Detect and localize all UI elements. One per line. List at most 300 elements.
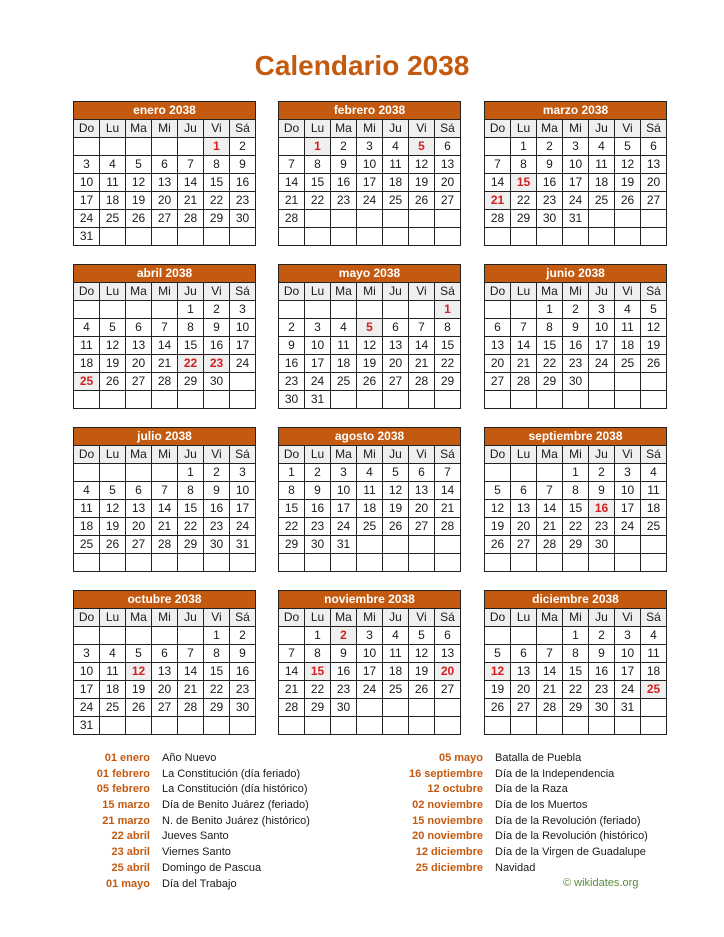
day-cell: 8 — [204, 645, 230, 663]
day-cell: 6 — [511, 482, 537, 500]
day-cell: 30 — [589, 699, 615, 717]
day-cell: 30 — [305, 536, 331, 554]
day-cell: 28 — [511, 373, 537, 391]
day-cell: 23 — [204, 518, 230, 536]
weekday-header: Vi — [615, 120, 641, 138]
weekday-header: Ma — [537, 283, 563, 301]
day-cell — [305, 210, 331, 228]
day-cell — [589, 717, 615, 735]
day-cell — [383, 699, 409, 717]
day-cell: 26 — [485, 699, 511, 717]
day-cell: 7 — [279, 156, 305, 174]
holiday-name: La Constitución (día feriado) — [162, 767, 301, 780]
month-block — [278, 101, 461, 246]
day-cell: 24 — [74, 210, 100, 228]
day-cell — [126, 391, 152, 409]
month-table — [73, 101, 256, 246]
day-cell — [100, 554, 126, 572]
day-cell: 1 — [511, 138, 537, 156]
day-cell — [511, 717, 537, 735]
day-cell: 11 — [74, 337, 100, 355]
day-cell: 28 — [178, 210, 204, 228]
weekday-header: Do — [279, 446, 305, 464]
weekday-header: Ma — [537, 446, 563, 464]
day-cell — [615, 554, 641, 572]
day-cell: 8 — [511, 156, 537, 174]
day-cell: 21 — [152, 518, 178, 536]
day-cell: 28 — [152, 536, 178, 554]
day-cell: 6 — [126, 319, 152, 337]
day-cell: 15 — [563, 663, 589, 681]
day-cell: 22 — [279, 518, 305, 536]
day-cell: 14 — [152, 337, 178, 355]
month-table — [278, 590, 461, 735]
day-cell: 22 — [511, 192, 537, 210]
day-cell: 5 — [615, 138, 641, 156]
day-cell: 21 — [279, 681, 305, 699]
day-cell — [126, 138, 152, 156]
weekday-header: Ju — [383, 609, 409, 627]
day-cell: 3 — [357, 627, 383, 645]
weekday-header: Mi — [357, 446, 383, 464]
day-cell: 3 — [563, 138, 589, 156]
day-cell: 17 — [230, 337, 256, 355]
day-cell: 21 — [435, 500, 461, 518]
weekday-header: Mi — [357, 283, 383, 301]
month-block — [484, 590, 667, 735]
day-cell: 4 — [100, 156, 126, 174]
weekday-header: Ma — [331, 283, 357, 301]
day-cell: 27 — [435, 192, 461, 210]
day-cell: 17 — [305, 355, 331, 373]
day-cell — [409, 391, 435, 409]
day-cell: 11 — [641, 645, 667, 663]
day-cell — [589, 554, 615, 572]
day-cell — [331, 717, 357, 735]
day-cell — [126, 301, 152, 319]
day-cell — [152, 464, 178, 482]
day-cell: 19 — [615, 174, 641, 192]
day-cell: 21 — [152, 355, 178, 373]
day-cell: 26 — [409, 681, 435, 699]
day-cell: 11 — [589, 156, 615, 174]
weekday-header: Do — [279, 120, 305, 138]
day-cell: 11 — [331, 337, 357, 355]
day-cell: 6 — [126, 482, 152, 500]
holiday-item — [406, 829, 648, 845]
day-cell — [435, 228, 461, 246]
day-cell: 4 — [74, 482, 100, 500]
day-cell — [615, 210, 641, 228]
day-cell: 31 — [563, 210, 589, 228]
holiday-day-cell: 5 — [357, 319, 383, 337]
month-header: octubre 2038 — [74, 591, 256, 609]
day-cell — [357, 228, 383, 246]
day-cell — [100, 464, 126, 482]
holiday-day-cell: 1 — [435, 301, 461, 319]
credit-text: © wikidates.org — [563, 877, 639, 889]
day-cell: 16 — [230, 174, 256, 192]
day-cell: 15 — [279, 500, 305, 518]
day-cell: 14 — [279, 174, 305, 192]
day-cell — [331, 554, 357, 572]
weekday-header: Lu — [511, 609, 537, 627]
weekday-header: Mi — [357, 609, 383, 627]
day-cell: 13 — [126, 337, 152, 355]
day-cell — [357, 391, 383, 409]
holiday-date: 01 mayo — [105, 877, 150, 890]
day-cell — [178, 138, 204, 156]
weekday-header: Vi — [615, 609, 641, 627]
holiday-date: 16 septiembre — [409, 767, 483, 780]
day-cell — [435, 210, 461, 228]
day-cell — [511, 228, 537, 246]
day-cell: 10 — [230, 319, 256, 337]
weekday-header: Ju — [589, 609, 615, 627]
month-table — [73, 590, 256, 735]
day-cell — [74, 391, 100, 409]
month-block — [73, 101, 256, 246]
day-cell — [409, 228, 435, 246]
day-cell: 1 — [279, 464, 305, 482]
weekday-header: Ju — [178, 446, 204, 464]
day-cell — [383, 391, 409, 409]
day-cell: 5 — [100, 319, 126, 337]
day-cell: 29 — [178, 373, 204, 391]
day-cell — [279, 627, 305, 645]
day-cell — [383, 210, 409, 228]
day-cell: 13 — [126, 500, 152, 518]
holiday-name: Día de la Raza — [495, 783, 568, 796]
day-cell: 19 — [641, 337, 667, 355]
day-cell: 2 — [204, 301, 230, 319]
day-cell: 30 — [563, 373, 589, 391]
day-cell — [641, 391, 667, 409]
day-cell: 16 — [279, 355, 305, 373]
day-cell: 27 — [152, 699, 178, 717]
day-cell: 17 — [357, 174, 383, 192]
day-cell — [331, 391, 357, 409]
day-cell: 20 — [435, 174, 461, 192]
weekday-header: Sá — [230, 283, 256, 301]
weekday-header: Lu — [305, 120, 331, 138]
day-cell: 18 — [641, 500, 667, 518]
holiday-day-cell: 20 — [435, 663, 461, 681]
weekday-header: Mi — [563, 446, 589, 464]
day-cell: 19 — [357, 355, 383, 373]
day-cell: 3 — [615, 627, 641, 645]
holiday-date: 05 febrero — [96, 783, 150, 796]
holiday-date: 12 octubre — [427, 783, 483, 796]
weekday-header: Ma — [126, 283, 152, 301]
day-cell: 16 — [331, 663, 357, 681]
day-cell: 15 — [178, 337, 204, 355]
day-cell — [615, 228, 641, 246]
day-cell — [126, 717, 152, 735]
day-cell — [357, 536, 383, 554]
holiday-name: La Constitución (día histórico) — [162, 783, 308, 796]
day-cell: 26 — [615, 192, 641, 210]
day-cell — [204, 228, 230, 246]
day-cell: 31 — [230, 536, 256, 554]
weekday-header: Mi — [563, 609, 589, 627]
month-table — [73, 427, 256, 572]
holiday-item — [406, 782, 648, 798]
day-cell: 13 — [152, 663, 178, 681]
weekday-header: Ma — [331, 120, 357, 138]
weekday-header: Ju — [589, 120, 615, 138]
day-cell: 2 — [279, 319, 305, 337]
weekday-header: Do — [485, 609, 511, 627]
day-cell: 19 — [100, 355, 126, 373]
day-cell — [230, 391, 256, 409]
day-cell: 15 — [204, 174, 230, 192]
day-cell: 1 — [537, 301, 563, 319]
day-cell: 21 — [178, 192, 204, 210]
day-cell: 31 — [74, 717, 100, 735]
holiday-list-left — [80, 751, 310, 892]
day-cell: 5 — [485, 482, 511, 500]
month-block — [484, 264, 667, 409]
day-cell: 30 — [230, 210, 256, 228]
day-cell: 7 — [152, 319, 178, 337]
day-cell: 3 — [74, 645, 100, 663]
day-cell: 29 — [537, 373, 563, 391]
day-cell: 26 — [100, 373, 126, 391]
weekday-header: Ju — [383, 283, 409, 301]
day-cell: 11 — [641, 482, 667, 500]
holiday-date: 01 enero — [104, 752, 150, 764]
weekday-header: Ju — [383, 446, 409, 464]
day-cell — [331, 301, 357, 319]
month-header: abril 2038 — [74, 265, 256, 283]
day-cell: 5 — [126, 645, 152, 663]
day-cell: 3 — [357, 138, 383, 156]
day-cell — [230, 373, 256, 391]
day-cell: 11 — [100, 663, 126, 681]
weekday-header: Ju — [383, 120, 409, 138]
day-cell: 10 — [357, 645, 383, 663]
day-cell: 24 — [331, 518, 357, 536]
day-cell: 17 — [230, 500, 256, 518]
day-cell — [178, 554, 204, 572]
holiday-name: Día de la Virgen de Guadalupe — [495, 846, 646, 859]
day-cell: 13 — [152, 174, 178, 192]
day-cell — [485, 717, 511, 735]
day-cell — [331, 210, 357, 228]
day-cell: 25 — [589, 192, 615, 210]
weekday-header: Sá — [230, 446, 256, 464]
day-cell — [357, 301, 383, 319]
day-cell — [435, 391, 461, 409]
day-cell: 10 — [563, 156, 589, 174]
day-cell: 12 — [383, 482, 409, 500]
day-cell: 24 — [589, 355, 615, 373]
day-cell: 4 — [74, 319, 100, 337]
holiday-day-cell: 21 — [485, 192, 511, 210]
day-cell — [279, 301, 305, 319]
day-cell: 6 — [435, 627, 461, 645]
day-cell: 19 — [100, 518, 126, 536]
day-cell: 18 — [74, 355, 100, 373]
day-cell: 4 — [331, 319, 357, 337]
day-cell: 27 — [152, 210, 178, 228]
day-cell: 18 — [331, 355, 357, 373]
month-block — [484, 101, 667, 246]
day-cell — [409, 210, 435, 228]
weekday-header: Sá — [230, 120, 256, 138]
day-cell: 19 — [409, 663, 435, 681]
day-cell: 28 — [435, 518, 461, 536]
weekday-header: Ma — [537, 609, 563, 627]
day-cell: 10 — [615, 645, 641, 663]
day-cell: 3 — [615, 464, 641, 482]
day-cell: 17 — [615, 500, 641, 518]
day-cell: 17 — [357, 663, 383, 681]
day-cell — [563, 391, 589, 409]
day-cell: 28 — [537, 699, 563, 717]
day-cell: 16 — [230, 663, 256, 681]
weekday-header: Vi — [409, 120, 435, 138]
holiday-name: Día de la Revolución (feriado) — [495, 814, 641, 827]
holiday-name: Jueves Santo — [162, 830, 229, 843]
day-cell — [152, 627, 178, 645]
weekday-header: Vi — [204, 609, 230, 627]
day-cell: 8 — [305, 645, 331, 663]
day-cell — [511, 391, 537, 409]
holiday-name: Día de los Muertos — [495, 799, 588, 812]
weekday-header: Ma — [126, 609, 152, 627]
day-cell: 16 — [537, 174, 563, 192]
weekday-header: Ma — [331, 446, 357, 464]
day-cell: 8 — [435, 319, 461, 337]
day-cell — [641, 210, 667, 228]
holiday-item — [80, 877, 310, 893]
day-cell — [357, 699, 383, 717]
holiday-day-cell: 5 — [409, 138, 435, 156]
day-cell — [74, 464, 100, 482]
day-cell: 18 — [383, 663, 409, 681]
day-cell: 1 — [563, 464, 589, 482]
day-cell: 14 — [178, 663, 204, 681]
weekday-header: Mi — [563, 120, 589, 138]
day-cell: 5 — [100, 482, 126, 500]
day-cell: 11 — [100, 174, 126, 192]
holiday-item — [406, 767, 648, 783]
holiday-item — [80, 767, 310, 783]
day-cell: 17 — [331, 500, 357, 518]
day-cell: 11 — [74, 500, 100, 518]
holiday-day-cell: 15 — [511, 174, 537, 192]
day-cell: 22 — [204, 681, 230, 699]
day-cell — [126, 228, 152, 246]
day-cell: 27 — [383, 373, 409, 391]
day-cell — [641, 228, 667, 246]
day-cell — [435, 717, 461, 735]
weekday-header: Do — [279, 283, 305, 301]
day-cell — [615, 717, 641, 735]
day-cell: 2 — [563, 301, 589, 319]
day-cell: 12 — [409, 645, 435, 663]
weekday-header: Sá — [435, 609, 461, 627]
day-cell — [537, 391, 563, 409]
holiday-day-cell: 16 — [589, 500, 615, 518]
day-cell: 27 — [435, 681, 461, 699]
day-cell: 25 — [357, 518, 383, 536]
holiday-item — [80, 861, 310, 877]
weekday-header: Do — [74, 120, 100, 138]
day-cell: 17 — [563, 174, 589, 192]
day-cell: 3 — [74, 156, 100, 174]
day-cell: 23 — [331, 192, 357, 210]
day-cell: 8 — [563, 482, 589, 500]
day-cell — [537, 464, 563, 482]
day-cell: 4 — [641, 627, 667, 645]
day-cell: 10 — [230, 482, 256, 500]
day-cell — [100, 627, 126, 645]
day-cell: 17 — [615, 663, 641, 681]
day-cell: 16 — [305, 500, 331, 518]
day-cell: 22 — [537, 355, 563, 373]
day-cell: 30 — [537, 210, 563, 228]
day-cell: 27 — [485, 373, 511, 391]
day-cell — [100, 717, 126, 735]
weekday-header: Sá — [230, 609, 256, 627]
day-cell — [204, 717, 230, 735]
holiday-name: Año Nuevo — [162, 752, 217, 764]
day-cell: 23 — [589, 518, 615, 536]
day-cell: 31 — [331, 536, 357, 554]
day-cell — [178, 627, 204, 645]
day-cell: 26 — [126, 210, 152, 228]
weekday-header: Mi — [152, 283, 178, 301]
day-cell: 9 — [279, 337, 305, 355]
day-cell — [204, 554, 230, 572]
day-cell: 25 — [74, 536, 100, 554]
day-cell: 21 — [409, 355, 435, 373]
day-cell — [589, 373, 615, 391]
day-cell — [178, 228, 204, 246]
day-cell: 6 — [152, 645, 178, 663]
day-cell: 20 — [152, 192, 178, 210]
weekday-header: Vi — [615, 446, 641, 464]
holiday-date: 23 abril — [111, 846, 150, 859]
day-cell: 22 — [204, 192, 230, 210]
day-cell: 20 — [126, 518, 152, 536]
holiday-name: N. de Benito Juárez (histórico) — [162, 814, 310, 827]
day-cell: 2 — [589, 627, 615, 645]
day-cell: 28 — [152, 373, 178, 391]
day-cell — [641, 536, 667, 554]
month-header: agosto 2038 — [279, 428, 461, 446]
day-cell: 30 — [331, 699, 357, 717]
weekday-header: Mi — [152, 120, 178, 138]
month-table — [484, 264, 667, 409]
day-cell: 1 — [563, 627, 589, 645]
day-cell: 20 — [126, 355, 152, 373]
day-cell: 26 — [641, 355, 667, 373]
day-cell: 21 — [537, 518, 563, 536]
day-cell — [615, 391, 641, 409]
day-cell — [152, 301, 178, 319]
day-cell: 24 — [357, 681, 383, 699]
day-cell: 10 — [589, 319, 615, 337]
day-cell: 19 — [383, 500, 409, 518]
day-cell: 7 — [152, 482, 178, 500]
weekday-header: Vi — [204, 120, 230, 138]
day-cell — [178, 391, 204, 409]
weekday-header: Vi — [409, 446, 435, 464]
